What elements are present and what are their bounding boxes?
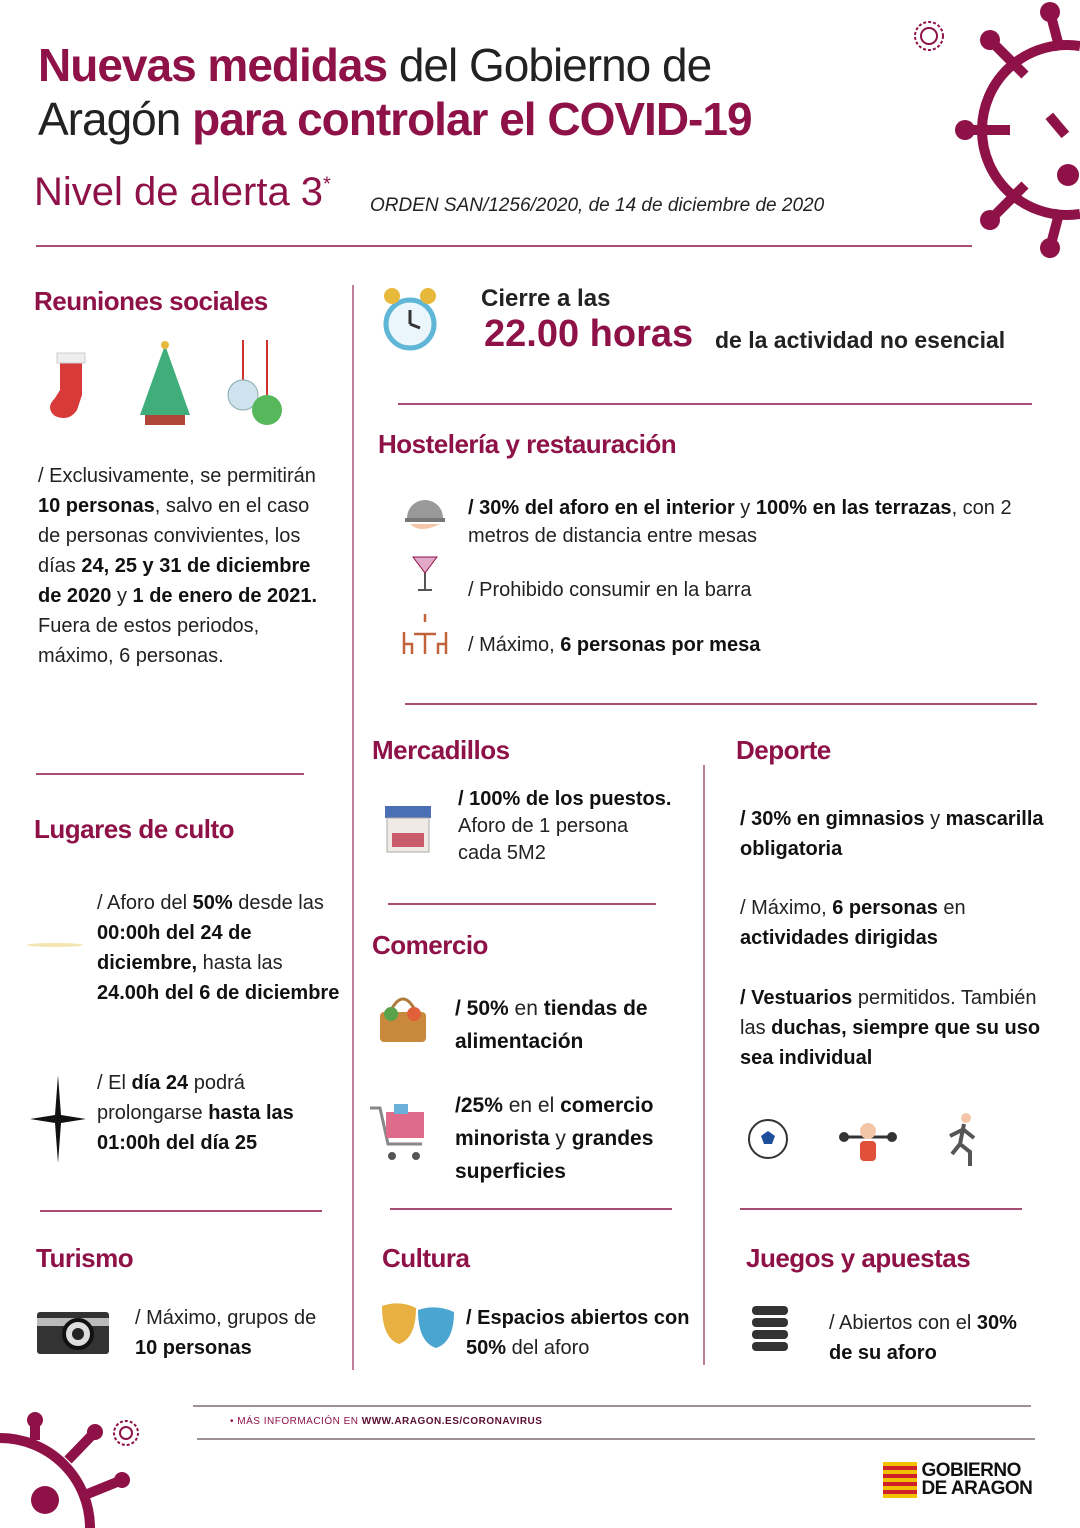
market-stall-icon	[382, 803, 434, 855]
text-segment: podrá prolongarse	[97, 1072, 245, 1124]
bold-text: 50%	[192, 892, 233, 914]
bold-text: / 100% de los puestos.	[458, 788, 672, 810]
small-virus-icon	[905, 12, 953, 60]
divider	[193, 1405, 1031, 1407]
divider	[398, 403, 1032, 405]
cierre-line2: de la actividad no esencial	[715, 327, 1006, 353]
text-segment: desde las	[232, 892, 324, 914]
bold-text: / 30% del aforo en el interior	[468, 497, 735, 519]
text-segment: / Máximo, grupos de	[135, 1307, 317, 1329]
text-segment: y	[734, 497, 756, 519]
alert-level-text: Nivel de alerta 3	[34, 170, 324, 214]
bold-text: mascarilla obligatoria	[740, 808, 1044, 860]
order-reference: ORDEN SAN/1256/2020, de 14 de diciembre de 2020	[370, 195, 825, 216]
text-segment: / Prohibido consumir en la barra	[468, 579, 752, 601]
hosteleria-item	[468, 630, 760, 660]
bold-text: para controlar el COVID-19	[192, 93, 752, 145]
turismo-text	[135, 1303, 335, 1363]
cierre-time: 22.00 horas	[484, 313, 694, 355]
text-segment: del aforo	[506, 1337, 590, 1359]
text-segment: en	[937, 897, 966, 919]
column-divider	[352, 285, 354, 1370]
text-segment: / Máximo,	[468, 634, 561, 656]
bold-text: tiendas de alimentación	[455, 997, 648, 1053]
cultura-text	[466, 1303, 696, 1363]
section-title-reuniones: Reuniones sociales	[34, 286, 268, 316]
table-chairs-icon	[400, 612, 450, 658]
runner-icon	[942, 1112, 982, 1170]
text-segment: permitidos. También las	[740, 987, 1037, 1039]
bold-text: grandes superficies	[455, 1127, 654, 1183]
christmas-tree-icon	[135, 340, 195, 430]
hosteleria-item	[468, 575, 751, 605]
food-basket-icon	[376, 990, 430, 1046]
footnote-mark: *	[323, 173, 331, 196]
page-title	[38, 38, 858, 146]
column-divider	[703, 765, 705, 1365]
virus-icon	[940, 0, 1080, 260]
bold-text: actividades dirigidas	[740, 927, 938, 949]
text-segment: del Gobierno de Aragón	[38, 39, 712, 145]
deporte-item	[740, 983, 1060, 1073]
text-segment: en el	[502, 1094, 561, 1117]
culto-item	[97, 1068, 337, 1158]
cierre-line1: Cierre a las	[481, 285, 611, 312]
more-info-label: MÁS INFORMACIÓN EN	[237, 1416, 362, 1427]
reuniones-text	[38, 461, 328, 671]
christmas-ornaments-icon	[225, 340, 285, 430]
text-segment: y	[549, 1127, 572, 1150]
bold-text: / Espacios abiertos con 50%	[466, 1307, 690, 1359]
deporte-item	[740, 804, 1060, 864]
culto-item	[97, 888, 347, 1008]
cloche-icon	[402, 490, 448, 536]
bold-text: 24.00h del 6 de diciembre	[97, 982, 340, 1004]
gobierno-aragon-logo	[883, 1462, 1032, 1499]
logo-line2: DE ARAGON	[921, 1478, 1033, 1499]
bold-text: 10 personas	[38, 495, 155, 517]
bold-text: / Vestuarios	[740, 987, 853, 1009]
bold-text: 24, 25 y 31 de diciembre de 2020	[38, 555, 311, 607]
divider	[40, 1210, 322, 1212]
bold-text: / 50%	[455, 997, 509, 1020]
alert-level	[34, 170, 331, 215]
divider	[36, 245, 972, 247]
bold-text: 6 personas por mesa	[560, 634, 761, 656]
text-segment: hasta las	[197, 952, 283, 974]
deporte-item	[740, 893, 1060, 953]
text-segment: , salvo en el caso de personas convivientes, los días	[38, 495, 310, 577]
bold-text: día 24	[131, 1072, 189, 1094]
bold-text: comercio minorista	[455, 1094, 654, 1150]
text-segment: / Máximo,	[740, 897, 833, 919]
bold-text: /25%	[455, 1094, 503, 1117]
juegos-text	[829, 1308, 1029, 1368]
casino-chips-icon	[748, 1302, 792, 1358]
text-segment: / Abiertos con el	[829, 1312, 977, 1334]
hosteleria-item	[468, 494, 1028, 550]
divider	[197, 1438, 1035, 1440]
bold-text: / 30% en gimnasios	[740, 808, 925, 830]
text-segment: Fuera de estos periodos, máximo, 6 personas.	[38, 615, 260, 667]
bold-text: 10 personas	[135, 1337, 252, 1359]
text-segment: en	[508, 997, 544, 1020]
divider	[36, 773, 304, 775]
logo-line1: GOBIERNO	[921, 1460, 1021, 1481]
theater-masks-icon	[380, 1302, 456, 1352]
text-segment: Aforo de 1 persona cada 5M2	[458, 815, 629, 864]
section-title-hosteleria: Hostelería y restauración	[378, 429, 677, 459]
more-info: • MÁS INFORMACIÓN EN WWW.ARAGON.ES/CORONAVIRUS	[230, 1416, 543, 1427]
text-segment: y	[111, 585, 133, 607]
divider	[388, 903, 656, 905]
cocktail-icon	[410, 552, 440, 596]
bold-text: 30% de su aforo	[829, 1312, 1017, 1364]
bold-text: hasta las 01:00h del día 25	[97, 1102, 294, 1154]
shopping-cart-icon	[368, 1100, 432, 1166]
bold-text: 00:00h del 24 de diciembre,	[97, 922, 252, 974]
text-segment: , con 2 metros de distancia entre mesas	[468, 497, 1012, 547]
star-icon	[30, 1075, 86, 1163]
section-title-deporte: Deporte	[736, 735, 831, 765]
mercadillos-text	[458, 786, 673, 867]
bold-text: duchas, siempre que su uso sea individual	[740, 1017, 1041, 1069]
small-virus-icon	[108, 1415, 144, 1451]
text-segment: / Exclusivamente, se permitirán	[38, 465, 316, 487]
divider	[390, 1208, 672, 1210]
section-title-turismo: Turismo	[36, 1243, 134, 1273]
section-title-juegos: Juegos y apuestas	[746, 1243, 971, 1273]
section-title-mercadillos: Mercadillos	[372, 735, 510, 765]
soccer-ball-icon	[746, 1117, 790, 1161]
bold-text: 1 de enero de 2021.	[132, 585, 318, 607]
text-segment: y	[924, 808, 946, 830]
comercio-item	[455, 992, 695, 1058]
aragon-flag-icon	[883, 1462, 917, 1498]
bold-text: 6 personas	[832, 897, 938, 919]
comercio-item	[455, 1089, 700, 1188]
divider	[405, 703, 1037, 705]
bold-text: 100% en las terrazas	[755, 497, 952, 519]
text-segment: / El	[97, 1072, 132, 1094]
christmas-stocking-icon	[45, 345, 95, 425]
text-segment: / Aforo del	[97, 892, 193, 914]
section-title-comercio: Comercio	[372, 930, 488, 960]
more-info-link[interactable]: WWW.ARAGON.ES/CORONAVIRUS	[361, 1416, 543, 1427]
section-title-cultura: Cultura	[382, 1243, 470, 1273]
alarm-clock-icon	[380, 284, 440, 358]
divider	[740, 1208, 1022, 1210]
camera-icon	[36, 1308, 110, 1356]
star-glow-icon	[25, 925, 85, 965]
bold-text: Nuevas medidas	[38, 39, 388, 91]
section-title-culto: Lugares de culto	[34, 814, 235, 844]
weightlifter-icon	[838, 1115, 898, 1167]
